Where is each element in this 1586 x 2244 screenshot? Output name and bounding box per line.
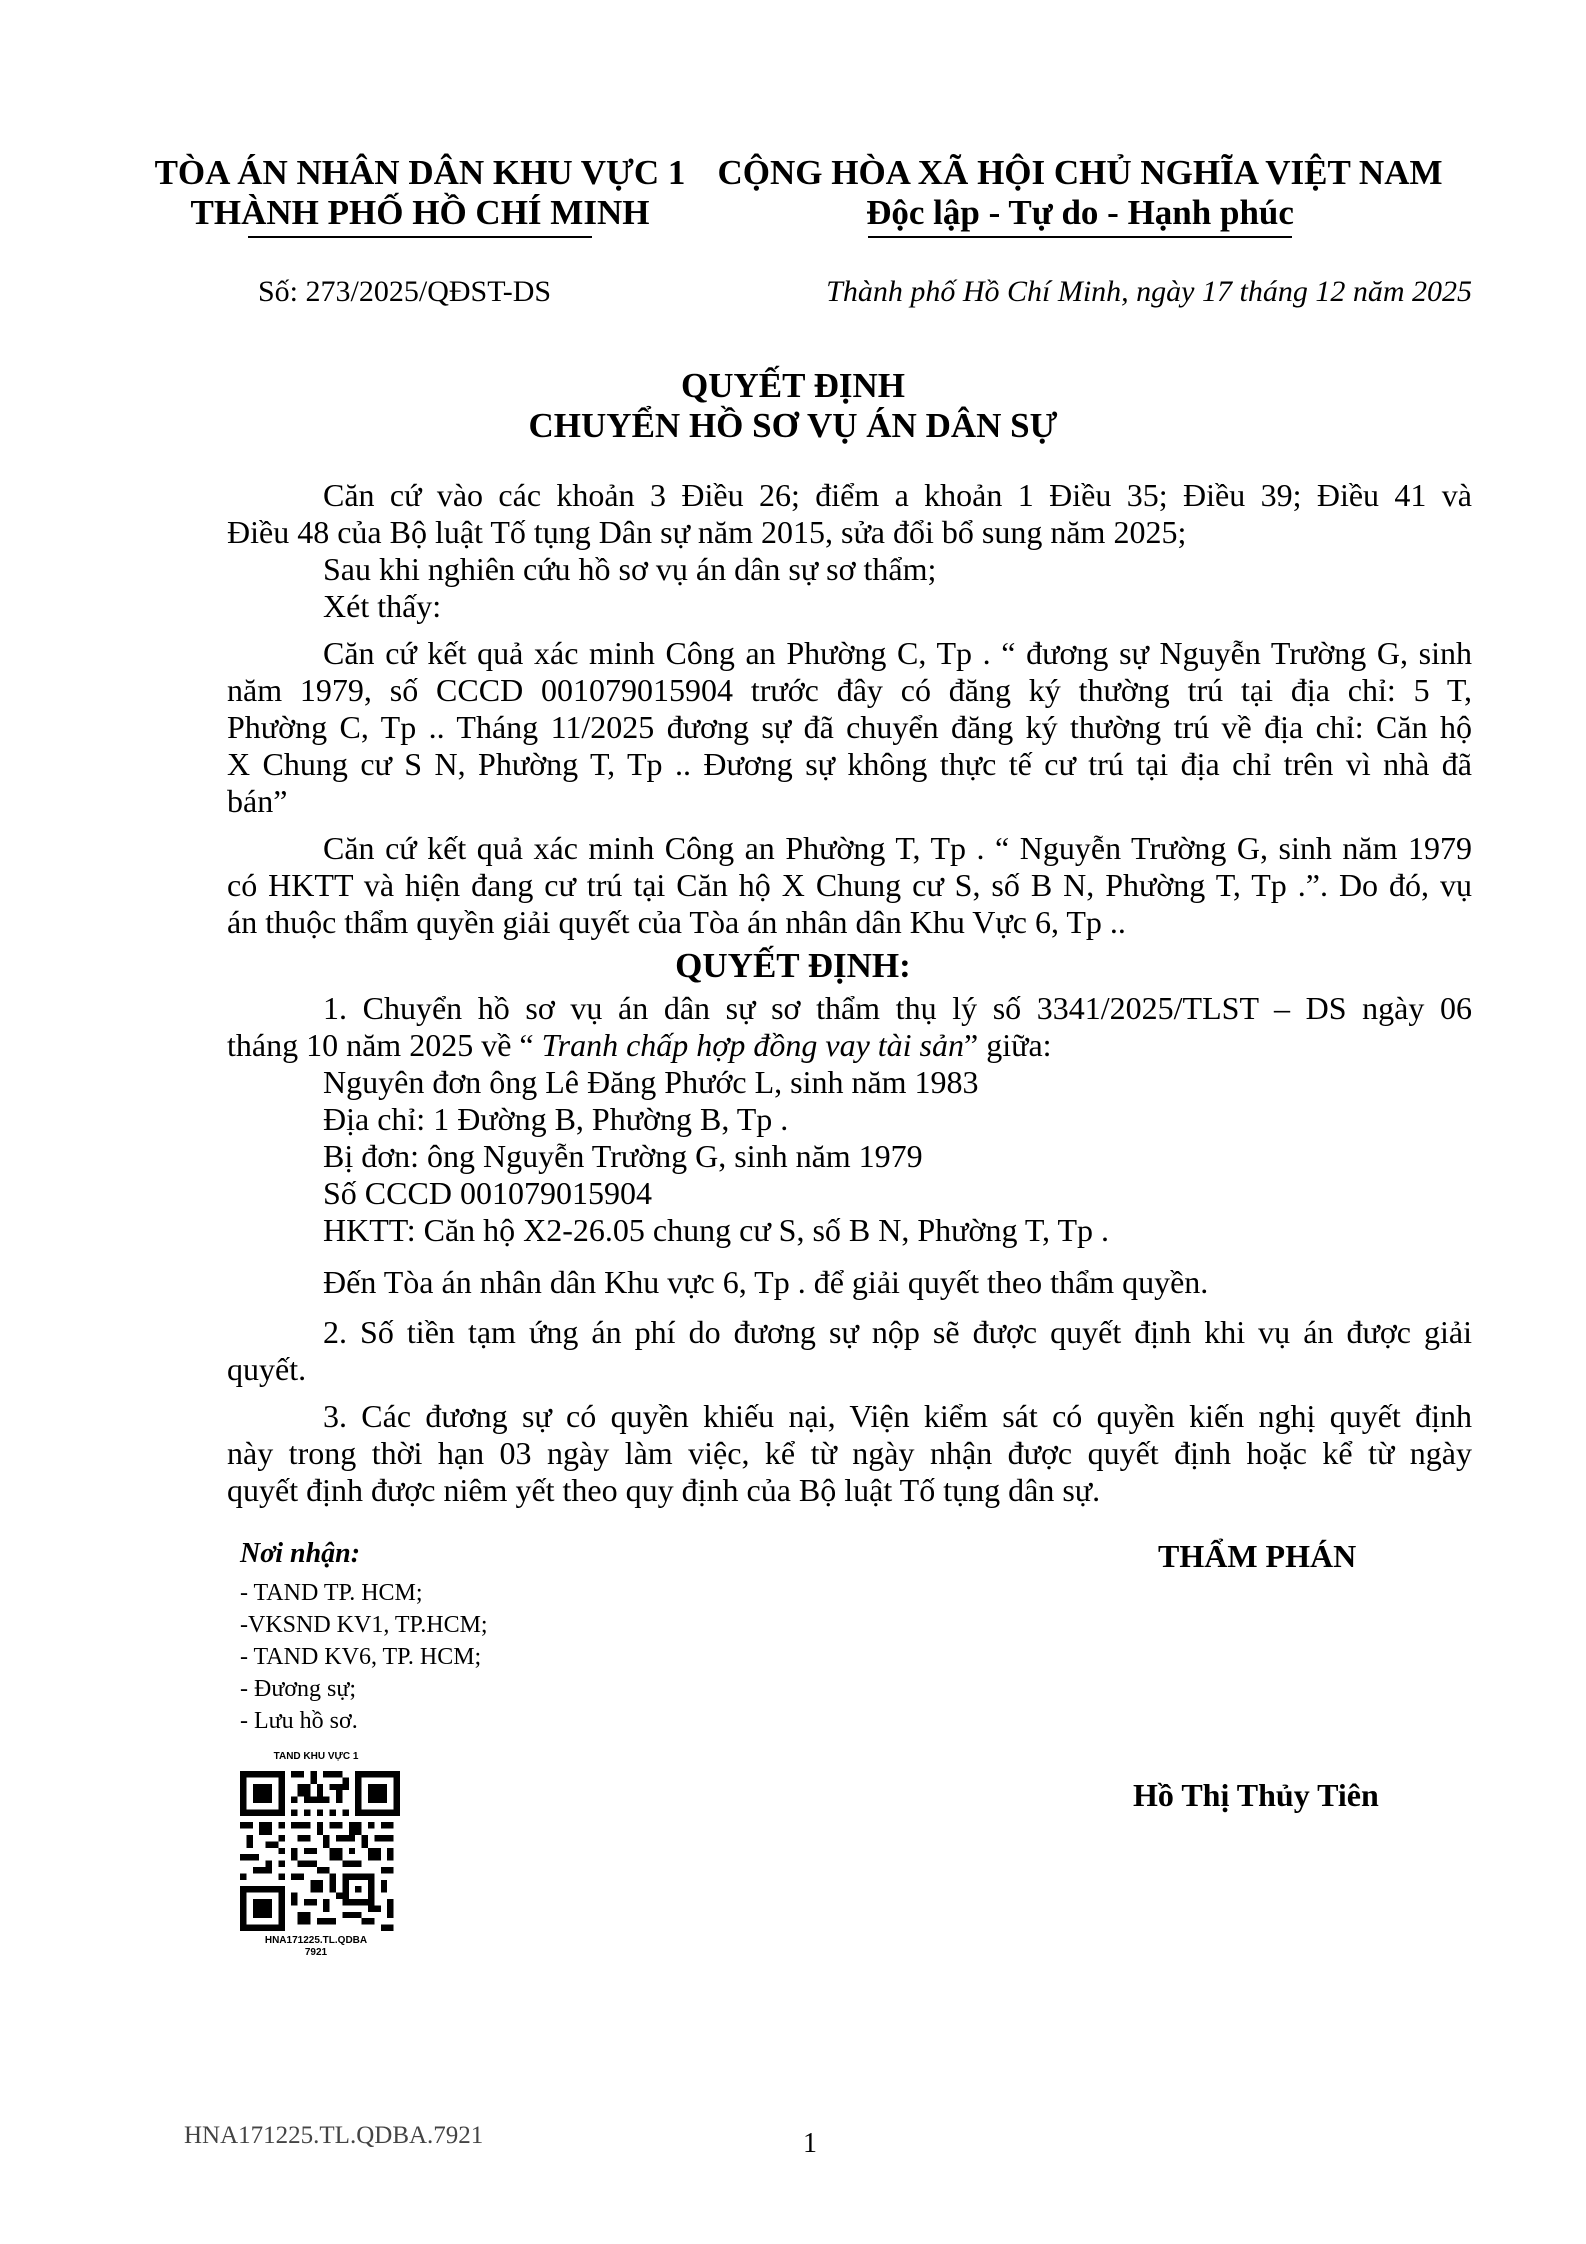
decision-1-text-a: tháng 10 năm 2025 về “: [227, 1027, 542, 1063]
verification-1-line-4: X Chung cư S N, Phường T, Tp .. Đương sự không thực tế cư trú tại địa chỉ trên vì nhà đã: [227, 746, 1472, 782]
document-subtitle: CHUYỂN HỒ SƠ VỤ ÁN DÂN SỰ: [528, 406, 1058, 445]
verification-1-line-3: Phường C, Tp .. Tháng 11/2025 đương sự đã chuyển đăng ký thường trú về địa chỉ: Căn hộ: [227, 709, 1472, 745]
court-name-line1: TÒA ÁN NHÂN DÂN KHU VỰC 1: [154, 153, 686, 192]
qr-top-caption: TAND KHU VỰC 1: [273, 1751, 359, 1762]
nation-name: CỘNG HÒA XÃ HỘI CHỦ NGHĨA VIỆT NAM: [717, 153, 1443, 192]
decision-heading: QUYẾT ĐỊNH:: [675, 946, 911, 985]
verification-1-line-2: năm 1979, số CCCD 001079015904 trước đây có đăng ký thường trú tại địa chỉ: 5 T,: [227, 672, 1472, 708]
destination-line: Đến Tòa án nhân dân Khu vực 6, Tp . để giải quyết theo thẩm quyền.: [323, 1264, 1209, 1300]
page-number: 1: [803, 2128, 817, 2159]
legal-basis-line-2: Điều 48 của Bộ luật Tố tụng Dân sự năm 2015, sửa đổi bổ sung năm 2025;: [227, 514, 1187, 550]
legal-basis-line-1: Căn cứ vào các khoản 3 Điều 26; điểm a khoản 1 Điều 35; Điều 39; Điều 41 và: [323, 477, 1472, 513]
verification-1-line-1: Căn cứ kết quả xác minh Công an Phường C, Tp . “ đương sự Nguyễn Trường G, sinh: [323, 635, 1472, 671]
qr-bottom-caption-2: 7921: [304, 1947, 328, 1958]
judge-name: Hồ Thị Thủy Tiên: [1133, 1777, 1379, 1813]
verification-1-line-5: bán”: [227, 783, 288, 819]
motto-underline: [868, 236, 1292, 238]
place-and-date: Thành phố Hồ Chí Minh, ngày 17 tháng 12 năm 2025: [826, 275, 1472, 308]
national-motto: Độc lập - Tự do - Hạnh phúc: [866, 193, 1294, 232]
plaintiff-line: Nguyên đơn ông Lê Đăng Phước L, sinh năm 1983: [323, 1064, 979, 1100]
recipient-item: - TAND KV6, TP. HCM;: [240, 1644, 482, 1670]
recipient-item: -VKSND KV1, TP.HCM;: [240, 1612, 488, 1638]
recipients-heading: Nơi nhận:: [240, 1538, 361, 1569]
decision-3-line-2: này trong thời hạn 03 ngày làm việc, kể từ ngày nhận được quyết định hoặc kể từ ngày: [227, 1435, 1472, 1471]
verification-2-line-3: án thuộc thẩm quyền giải quyết của Tòa án nhân dân Khu Vực 6, Tp ..: [227, 904, 1126, 940]
document-title: QUYẾT ĐỊNH: [681, 366, 905, 405]
court-name-line2: THÀNH PHỐ HỒ CHÍ MINH: [190, 193, 650, 232]
defendant-hktt-line: HKTT: Căn hộ X2-26.05 chung cư S, số B N, Phường T, Tp .: [323, 1212, 1109, 1248]
decision-1-line-1: 1. Chuyển hồ sơ vụ án dân sự sơ thẩm thụ lý số 3341/2025/TLST – DS ngày 06: [323, 990, 1472, 1026]
verification-2-line-1: Căn cứ kết quả xác minh Công an Phường T, Tp . “ Nguyễn Trường G, sinh năm 1979: [323, 830, 1472, 866]
defendant-line: Bị đơn: ông Nguyễn Trường G, sinh năm 1979: [323, 1138, 923, 1174]
qr-code-icon: [240, 1771, 400, 1931]
recipient-item: - Lưu hồ sơ.: [240, 1708, 358, 1734]
decision-number: Số: 273/2025/QĐST-DS: [258, 275, 552, 308]
decision-1-line-2: [227, 1027, 1472, 1064]
footer-document-code: HNA171225.TL.QDBA.7921: [184, 2122, 484, 2149]
judge-title: THẨM PHÁN: [1158, 1538, 1357, 1574]
qr-bottom-caption-1: HNA171225.TL.QDBA: [264, 1935, 368, 1946]
after-study-line: Sau khi nghiên cứu hồ sơ vụ án dân sự sơ thẩm;: [323, 551, 937, 587]
decision-3-line-3: quyết định được niêm yết theo quy định của Bộ luật Tố tụng dân sự.: [227, 1472, 1101, 1508]
decision-3-line-1: 3. Các đương sự có quyền khiếu nại, Viện kiểm sát có quyền kiến nghị quyết định: [323, 1398, 1472, 1434]
verification-2-line-2: có HKTT và hiện đang cư trú tại Căn hộ X Chung cư S, số B N, Phường T, Tp .”. Do đó, vụ: [227, 867, 1472, 903]
decision-2-line-2: quyết.: [227, 1351, 307, 1387]
court-underline: [248, 236, 592, 238]
plaintiff-address-line: Địa chỉ: 1 Đường B, Phường B, Tp .: [323, 1101, 789, 1137]
considering-label: Xét thấy:: [323, 588, 442, 624]
decision-1-text-b: ” giữa:: [964, 1027, 1052, 1063]
recipient-item: - TAND TP. HCM;: [240, 1580, 423, 1606]
recipient-item: - Đương sự;: [240, 1676, 357, 1702]
decision-2-line-1: 2. Số tiền tạm ứng án phí do đương sự nộp sẽ được quyết định khi vụ án được giải: [323, 1314, 1472, 1350]
case-subject: Tranh chấp hợp đồng vay tài sản: [541, 1027, 964, 1063]
defendant-id-line: Số CCCD 001079015904: [323, 1175, 652, 1211]
